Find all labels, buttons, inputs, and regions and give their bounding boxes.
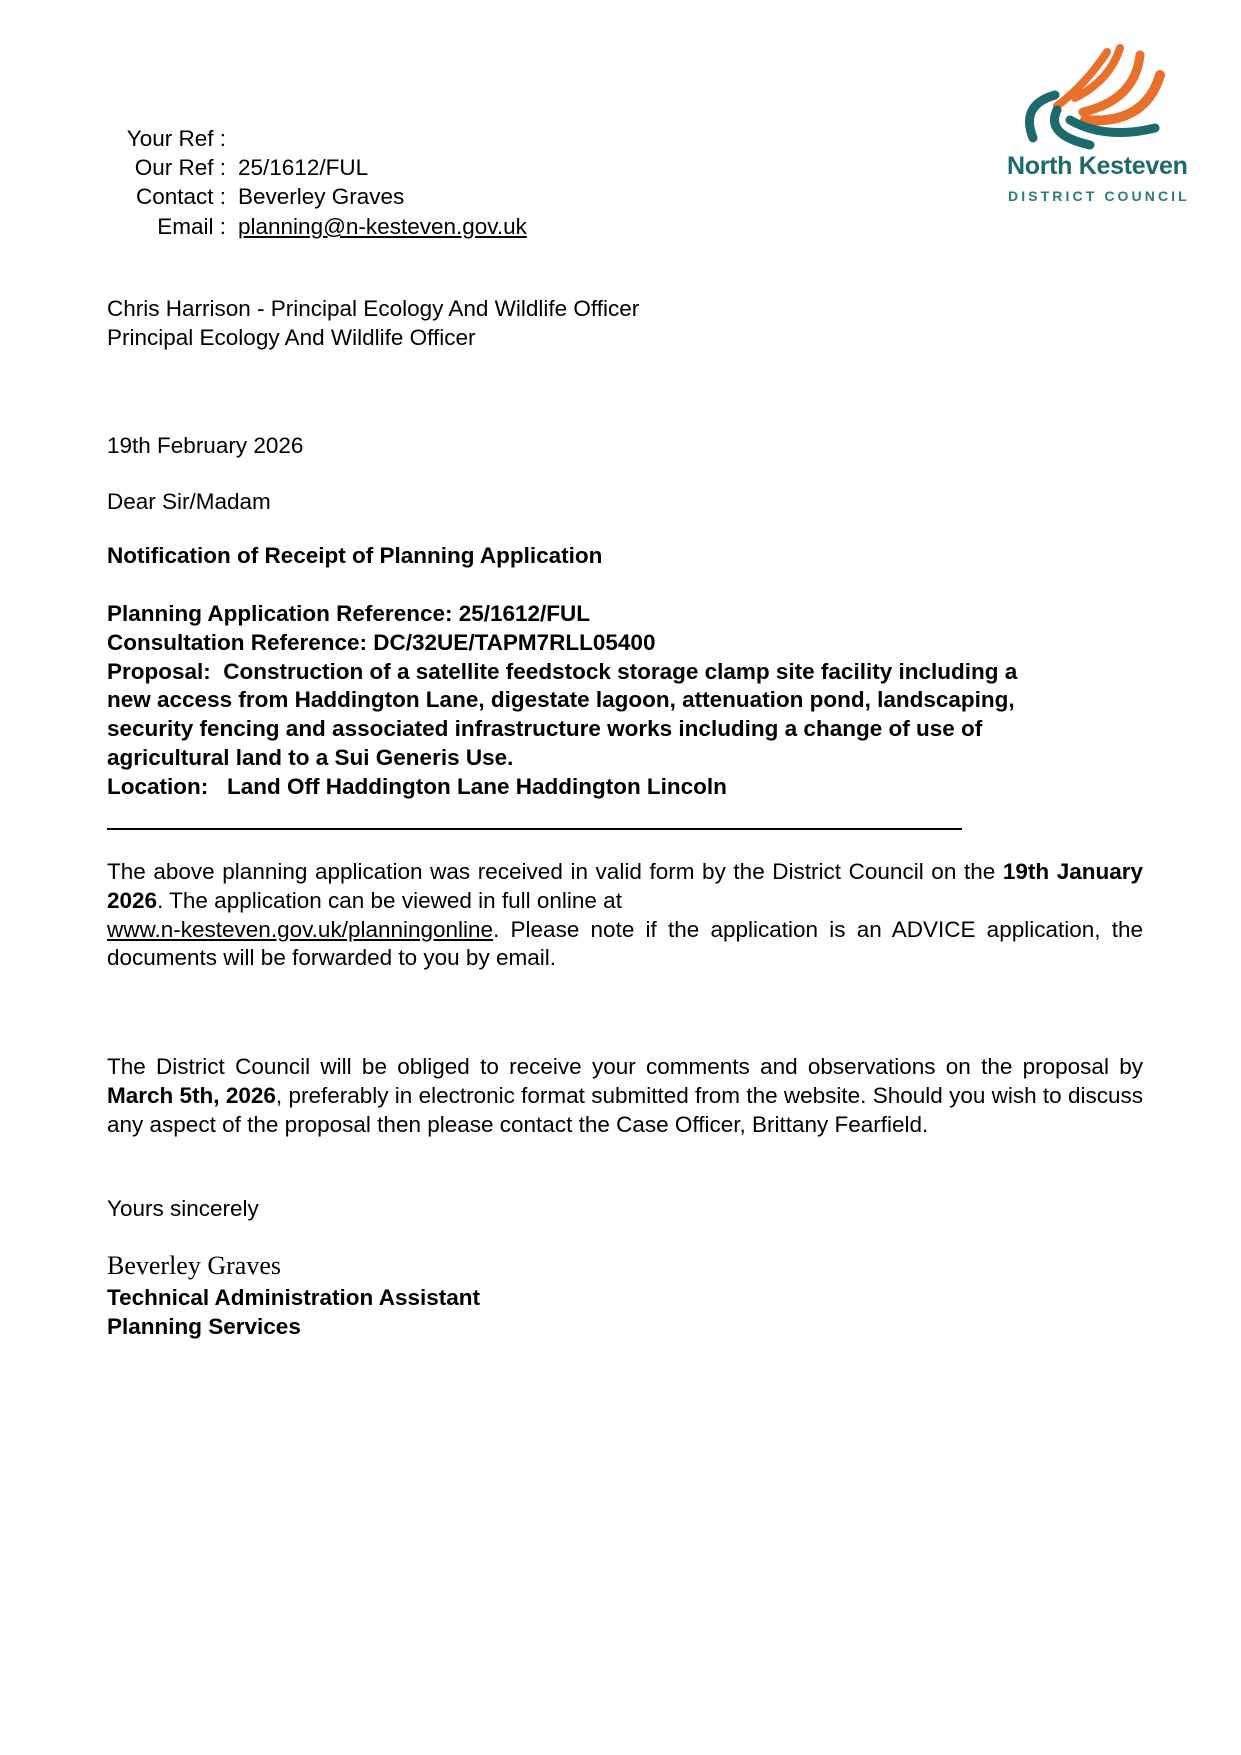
closing: Yours sincerely bbox=[107, 1196, 259, 1221]
signature: Beverley Graves bbox=[107, 1251, 281, 1280]
department: Planning Services bbox=[107, 1314, 301, 1339]
council-logo bbox=[995, 40, 1195, 204]
email-link[interactable]: planning@n-kesteven.gov.uk bbox=[238, 214, 527, 239]
email-label: Email : bbox=[157, 214, 226, 239]
recipient-block bbox=[107, 295, 639, 353]
planning-online-link[interactable]: www.n-kesteven.gov.uk/planningonline bbox=[107, 916, 494, 942]
proposal-line: new access from Haddington Lane, digestate lagoon, attenuation pond, landscaping, bbox=[107, 687, 1015, 713]
paragraph-text: , preferably in electronic format submitted from the website. Should you wish to discuss any aspect of the proposal then please contact the Case Officer, Brittany Fearfield. bbox=[107, 1082, 1143, 1137]
proposal-line: security fencing and associated infrastructure works including a change of use of bbox=[107, 716, 983, 742]
recipient-line-2: Principal Ecology And Wildlife Officer bbox=[107, 324, 476, 350]
paragraph-text: The District Council will be obliged to receive your comments and observations on the proposal by bbox=[107, 1054, 1143, 1079]
our-ref-value: 25/1612/FUL bbox=[238, 155, 369, 180]
application-details bbox=[107, 600, 1017, 802]
paragraph-text: . The application can be viewed in full online at bbox=[157, 887, 622, 913]
swirl-logo-icon bbox=[995, 40, 1195, 155]
contact-row bbox=[0, 183, 700, 212]
letter-date: 19th February 2026 bbox=[107, 433, 304, 458]
our-ref-label: Our Ref : bbox=[134, 155, 226, 180]
proposal-line: agricultural land to a Sui Generis Use. bbox=[107, 744, 514, 770]
salutation: Dear Sir/Madam bbox=[107, 489, 271, 514]
proposal-line: Proposal: Construction of a satellite feedstock storage clamp site facility including a bbox=[107, 658, 1018, 684]
contact-value: Beverley Graves bbox=[238, 184, 405, 209]
email-row bbox=[0, 213, 700, 242]
contact-label: Contact : bbox=[135, 184, 226, 209]
your-ref-label: Your Ref : bbox=[126, 126, 226, 151]
our-ref-row bbox=[0, 154, 700, 183]
divider-rule bbox=[107, 828, 962, 830]
paragraph-received bbox=[107, 858, 1143, 973]
application-reference: Planning Application Reference: 25/1612/FUL bbox=[107, 601, 591, 626]
logo-name: North Kesteven bbox=[1007, 152, 1188, 180]
comment-deadline: March 5th, 2026 bbox=[107, 1082, 276, 1108]
letter-heading: Notification of Receipt of Planning Application bbox=[107, 543, 603, 568]
received-date: 19th January 2026 bbox=[107, 859, 1144, 913]
logo-subtitle: DISTRICT COUNCIL bbox=[1008, 188, 1190, 204]
consultation-reference: Consultation Reference: DC/32UE/TAPM7RLL05400 bbox=[107, 629, 656, 655]
location: Location: Land Off Haddington Lane Haddington Lincoln bbox=[107, 773, 727, 799]
paragraph-text: . Please note if the application is an ADVICE application, the documents will be forwarded to you by email. bbox=[107, 916, 1143, 971]
paragraph-text: The above planning application was received in valid form by the District Council on the bbox=[107, 859, 1003, 884]
paragraph-comments bbox=[107, 1053, 1143, 1139]
recipient-line-1: Chris Harrison - Principal Ecology And Wildlife Officer bbox=[107, 296, 640, 321]
signatory-title: Technical Administration Assistant bbox=[107, 1285, 480, 1310]
your-ref-row bbox=[0, 125, 700, 154]
